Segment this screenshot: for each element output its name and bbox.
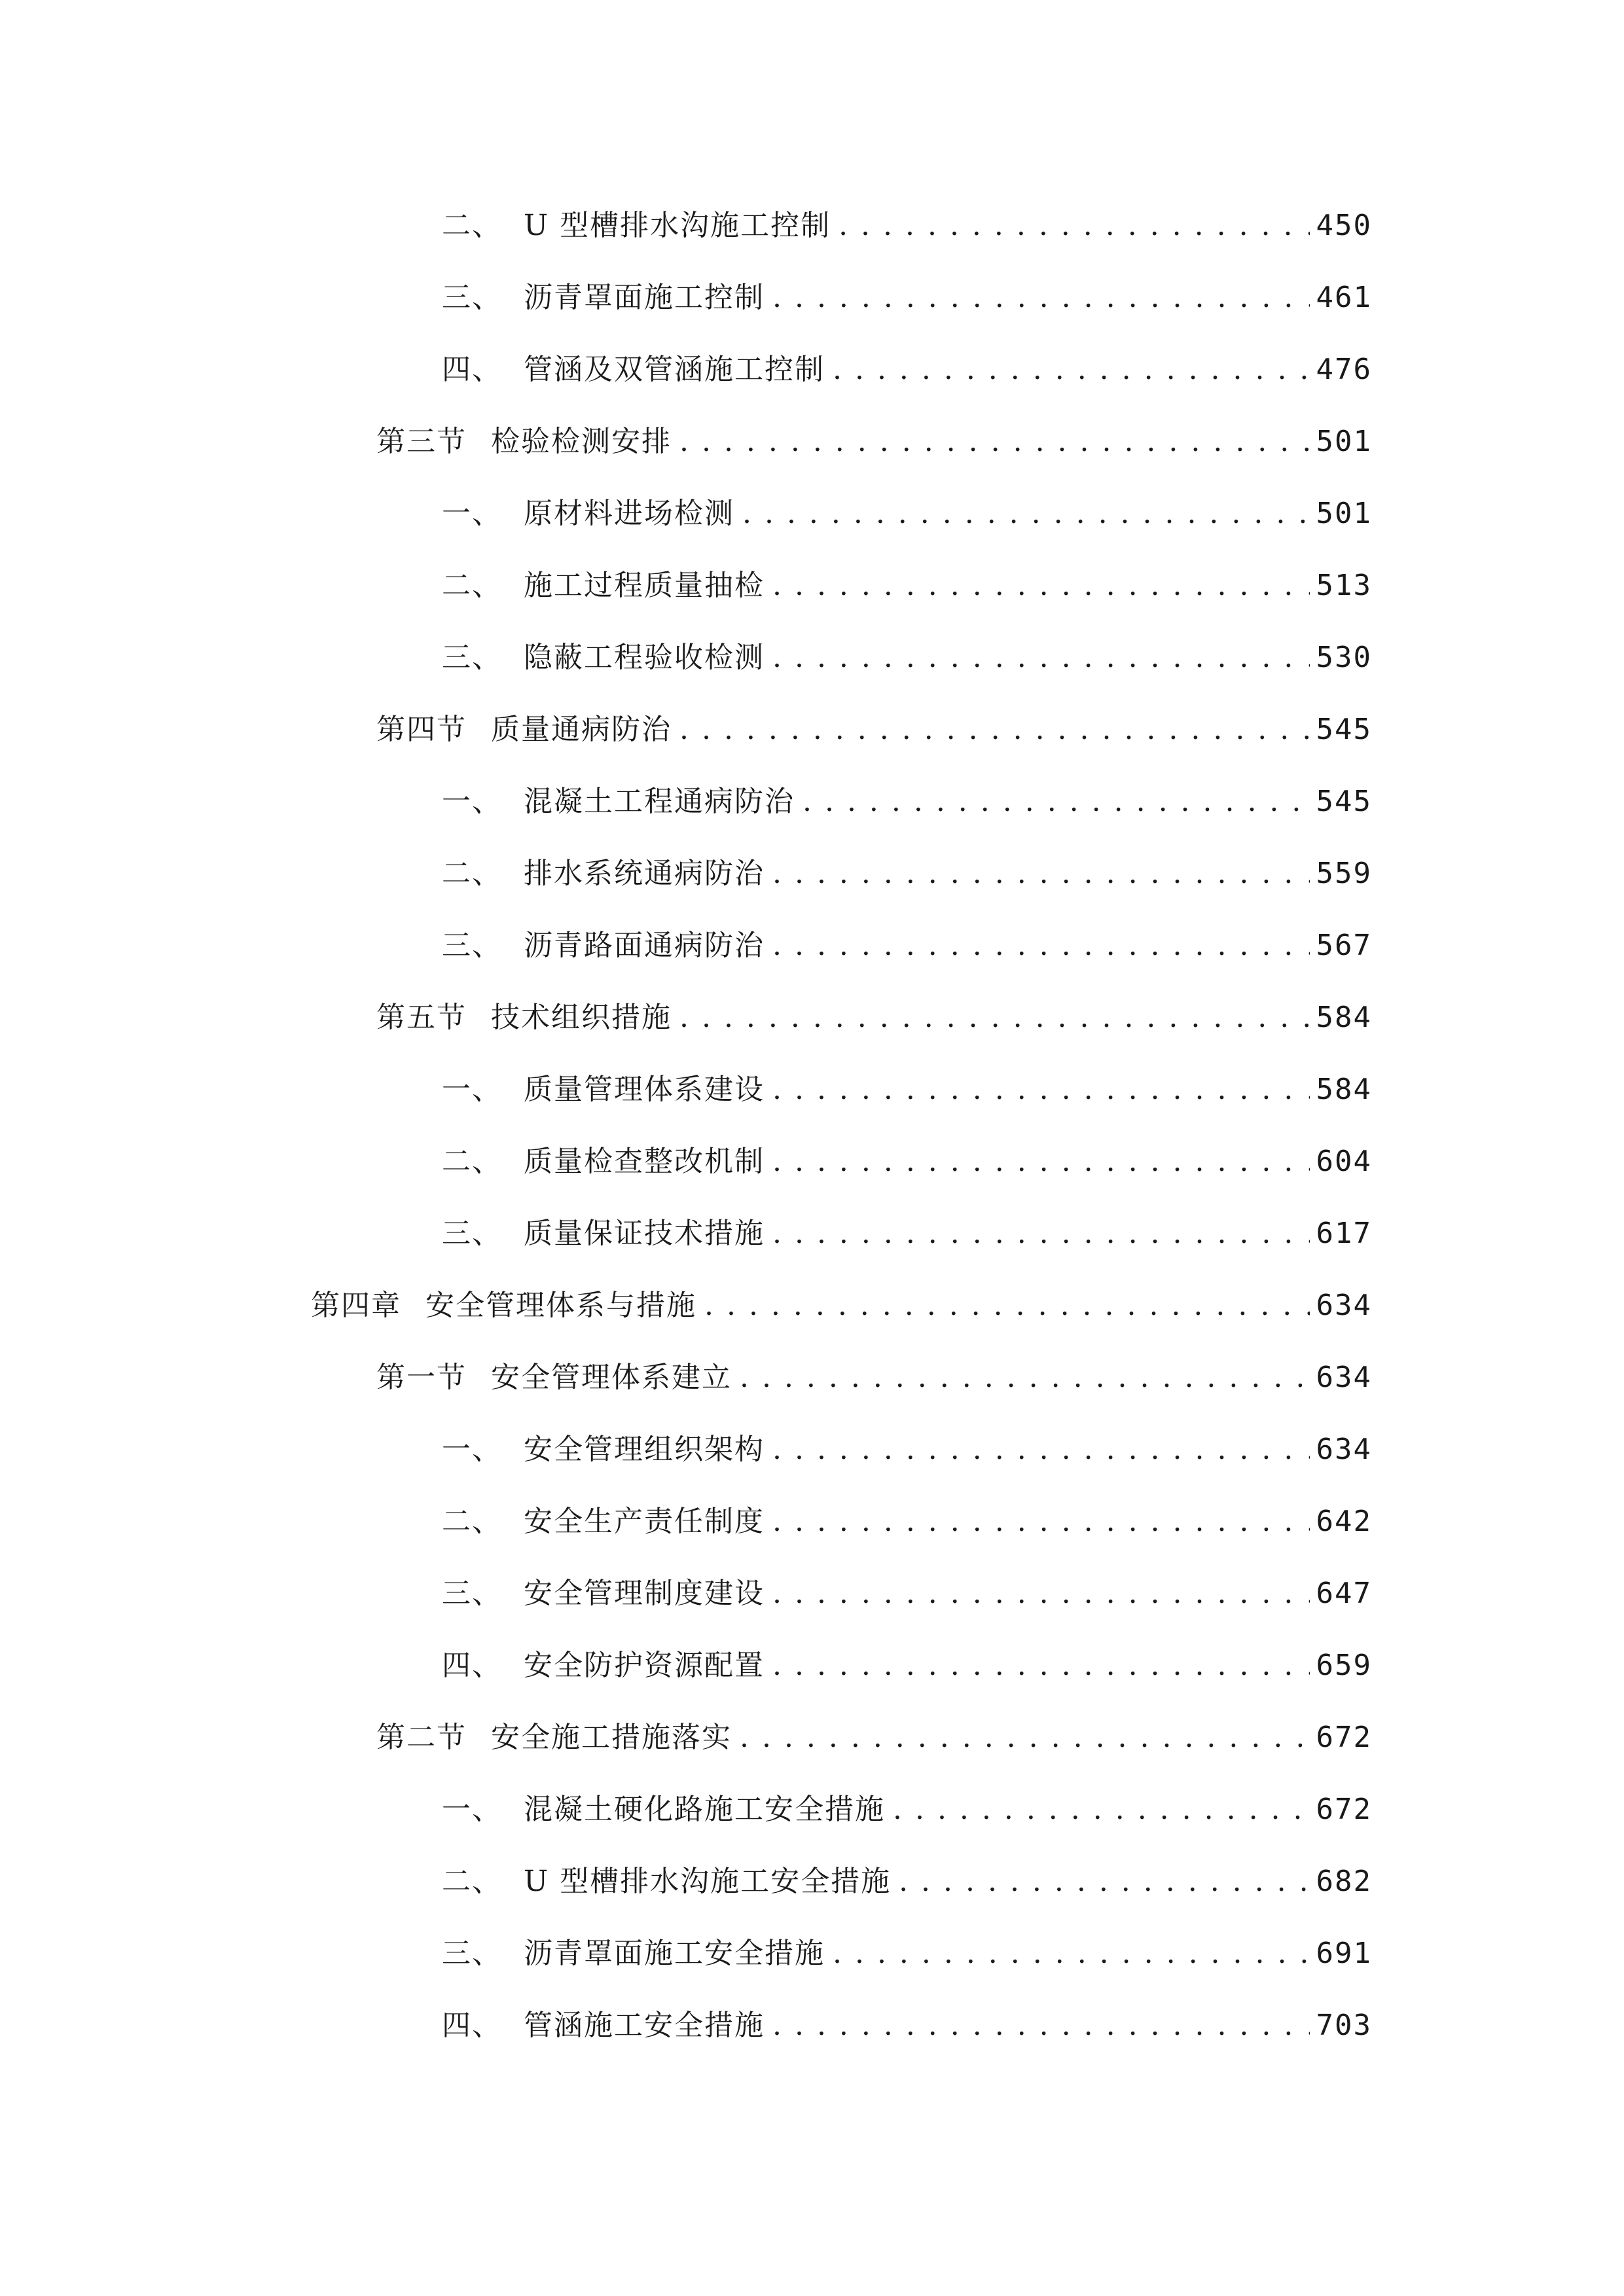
toc-entry[interactable] xyxy=(442,1777,1372,1829)
toc-entry[interactable] xyxy=(442,625,1372,677)
toc-entry-number: 第一节 xyxy=(376,1361,467,1394)
toc-entry[interactable] xyxy=(442,1201,1372,1253)
toc-entry-page: 659 xyxy=(1316,1649,1372,1682)
toc-entry-number: 第五节 xyxy=(376,1001,467,1034)
toc-entry-page: 617 xyxy=(1316,1217,1372,1250)
toc-entry[interactable] xyxy=(376,1345,1372,1397)
toc-entry-number: 二、 xyxy=(442,857,502,890)
toc-entry[interactable] xyxy=(442,337,1372,389)
toc-entry[interactable] xyxy=(442,481,1372,533)
dot-leader xyxy=(772,638,1310,677)
toc-entry-page: 567 xyxy=(1316,929,1372,962)
toc-entry[interactable] xyxy=(442,841,1372,893)
toc-entry-number: 三、 xyxy=(442,1937,502,1970)
dot-leader xyxy=(899,1862,1309,1901)
toc-entry-title: 混凝土硬化路施工安全措施 xyxy=(524,1793,885,1826)
toc-entry-number: 一、 xyxy=(442,785,502,818)
toc-entry-title: 质量通病防治 xyxy=(491,713,672,746)
dot-leader xyxy=(833,1934,1310,1973)
toc-entry-number: 三、 xyxy=(442,1577,502,1610)
toc-entry-number: 第四节 xyxy=(376,713,467,746)
toc-entry-page: 682 xyxy=(1316,1865,1372,1898)
dot-leader xyxy=(740,1718,1310,1757)
dot-leader xyxy=(772,566,1310,605)
toc-entry[interactable] xyxy=(442,1921,1372,1973)
toc-entry-page: 634 xyxy=(1316,1361,1372,1394)
toc-entry-page: 584 xyxy=(1316,1001,1372,1034)
toc-entry-number: 二、 xyxy=(442,1145,502,1178)
toc-entry-page: 461 xyxy=(1316,281,1372,314)
toc-entry-page: 545 xyxy=(1316,713,1372,746)
dot-leader xyxy=(772,1646,1310,1685)
toc-entry-number: 第三节 xyxy=(376,425,467,458)
toc-entry[interactable] xyxy=(376,1705,1372,1757)
dot-leader xyxy=(772,1430,1310,1469)
toc-entry-number: 一、 xyxy=(442,1433,502,1466)
toc-entry[interactable] xyxy=(442,1129,1372,1181)
toc-entry-title: 技术组织措施 xyxy=(491,1001,672,1034)
toc-entry-page: 584 xyxy=(1316,1073,1372,1106)
dot-leader xyxy=(772,1142,1310,1181)
toc-entry-title: 管涵及双管涵施工控制 xyxy=(524,353,825,386)
toc-entry[interactable] xyxy=(442,193,1372,245)
toc-entry-number: 第二节 xyxy=(376,1721,467,1754)
dot-leader xyxy=(839,206,1309,245)
toc-entry-page: 476 xyxy=(1316,353,1372,386)
toc-entry-page: 672 xyxy=(1316,1793,1372,1826)
toc-entry-title: 安全防护资源配置 xyxy=(524,1649,765,1682)
toc-entry-number: 二、 xyxy=(442,569,502,602)
toc-entry-number: 二、 xyxy=(442,209,502,242)
toc-entry-number: 四、 xyxy=(442,353,502,386)
toc-entry[interactable] xyxy=(442,553,1372,605)
toc-entry-number: 一、 xyxy=(442,1073,502,1106)
toc-entry[interactable] xyxy=(442,265,1372,317)
toc-entry-page: 647 xyxy=(1316,1577,1372,1610)
toc-entry-title: 安全管理体系与措施 xyxy=(425,1289,696,1322)
toc-entry-number: 四、 xyxy=(442,1649,502,1682)
toc-entry-number: 一、 xyxy=(442,1793,502,1826)
toc-entry-title: 质量保证技术措施 xyxy=(524,1217,765,1250)
toc-entry-number: 三、 xyxy=(442,281,502,314)
toc-entry[interactable] xyxy=(376,697,1372,749)
toc-entry-number: 一、 xyxy=(442,497,502,530)
toc-entry-page: 559 xyxy=(1316,857,1372,890)
toc-entry[interactable] xyxy=(442,1417,1372,1469)
toc-entry-page: 642 xyxy=(1316,1505,1372,1538)
dot-leader xyxy=(772,1214,1310,1253)
dot-leader xyxy=(772,1502,1310,1541)
toc-entry[interactable] xyxy=(442,1561,1372,1613)
toc-entry-title: 质量检查整改机制 xyxy=(524,1145,765,1178)
dot-leader xyxy=(893,1790,1310,1829)
dot-leader xyxy=(772,278,1310,317)
toc-entry-number: 三、 xyxy=(442,929,502,962)
toc-entry-page: 501 xyxy=(1316,425,1372,458)
toc-entry-page: 672 xyxy=(1316,1721,1372,1754)
toc-entry-title: 安全管理组织架构 xyxy=(524,1433,765,1466)
toc-entry-title: 安全管理制度建设 xyxy=(524,1577,765,1610)
toc-entry-title: 检验检测安排 xyxy=(491,425,672,458)
toc-entry-page: 530 xyxy=(1316,641,1372,674)
toc-entry-title: 沥青罩面施工安全措施 xyxy=(524,1937,825,1970)
toc-entry[interactable] xyxy=(442,1489,1372,1541)
dot-leader xyxy=(740,1358,1310,1397)
toc-entry-number: 二、 xyxy=(442,1865,502,1898)
toc-entry-page: 634 xyxy=(1316,1433,1372,1466)
toc-entry-page: 634 xyxy=(1316,1289,1372,1322)
dot-leader xyxy=(772,926,1310,965)
toc-entry-page: 703 xyxy=(1316,2009,1372,2042)
dot-leader xyxy=(772,1070,1310,1109)
toc-entry-title: 安全生产责任制度 xyxy=(524,1505,765,1538)
dot-leader xyxy=(772,854,1310,893)
toc-entry-page: 513 xyxy=(1316,569,1372,602)
toc-entry[interactable] xyxy=(376,985,1372,1037)
toc-entry-title: 原材料进场检测 xyxy=(524,497,734,530)
dot-leader xyxy=(803,782,1310,821)
toc-entry-page: 545 xyxy=(1316,785,1372,818)
toc-entry-title: U 型槽排水沟施工安全措施 xyxy=(524,1865,892,1898)
toc-entry-title: 施工过程质量抽检 xyxy=(524,569,765,602)
toc-entry-page: 450 xyxy=(1316,209,1372,242)
dot-leader xyxy=(679,998,1310,1037)
toc-entry[interactable] xyxy=(376,409,1372,461)
dot-leader xyxy=(833,350,1310,389)
toc-entry-title: 安全管理体系建立 xyxy=(491,1361,732,1394)
toc-entry[interactable] xyxy=(442,913,1372,965)
dot-leader xyxy=(679,710,1310,749)
toc-entry-number: 四、 xyxy=(442,2009,502,2042)
toc-entry-title: 沥青路面通病防治 xyxy=(524,929,765,962)
dot-leader xyxy=(772,1574,1310,1613)
toc-entry[interactable] xyxy=(442,1849,1372,1901)
toc-entry[interactable] xyxy=(442,1633,1372,1685)
dot-leader xyxy=(704,1286,1310,1325)
dot-leader xyxy=(742,494,1310,533)
toc-entry[interactable] xyxy=(442,1057,1372,1109)
toc-entry-title: 混凝土工程通病防治 xyxy=(524,785,795,818)
toc-entry-page: 501 xyxy=(1316,497,1372,530)
dot-leader xyxy=(679,422,1310,461)
toc-entry[interactable] xyxy=(311,1273,1372,1325)
toc-entry-page: 691 xyxy=(1316,1937,1372,1970)
toc-entry-title: U 型槽排水沟施工控制 xyxy=(524,209,831,242)
toc-entry[interactable] xyxy=(442,1993,1372,2045)
toc-entry[interactable] xyxy=(442,769,1372,821)
toc-entry-number: 第四章 xyxy=(311,1289,401,1322)
toc-entry-number: 三、 xyxy=(442,641,502,674)
toc-entry-title: 排水系统通病防治 xyxy=(524,857,765,890)
dot-leader xyxy=(772,2006,1310,2045)
toc-entry-title: 质量管理体系建设 xyxy=(524,1073,765,1106)
toc-entry-page: 604 xyxy=(1316,1145,1372,1178)
toc-entry-title: 管涵施工安全措施 xyxy=(524,2009,765,2042)
toc-entry-number: 二、 xyxy=(442,1505,502,1538)
toc-entry-title: 安全施工措施落实 xyxy=(491,1721,732,1754)
toc-entry-title: 隐蔽工程验收检测 xyxy=(524,641,765,674)
toc-entry-number: 三、 xyxy=(442,1217,502,1250)
toc-entry-title: 沥青罩面施工控制 xyxy=(524,281,765,314)
